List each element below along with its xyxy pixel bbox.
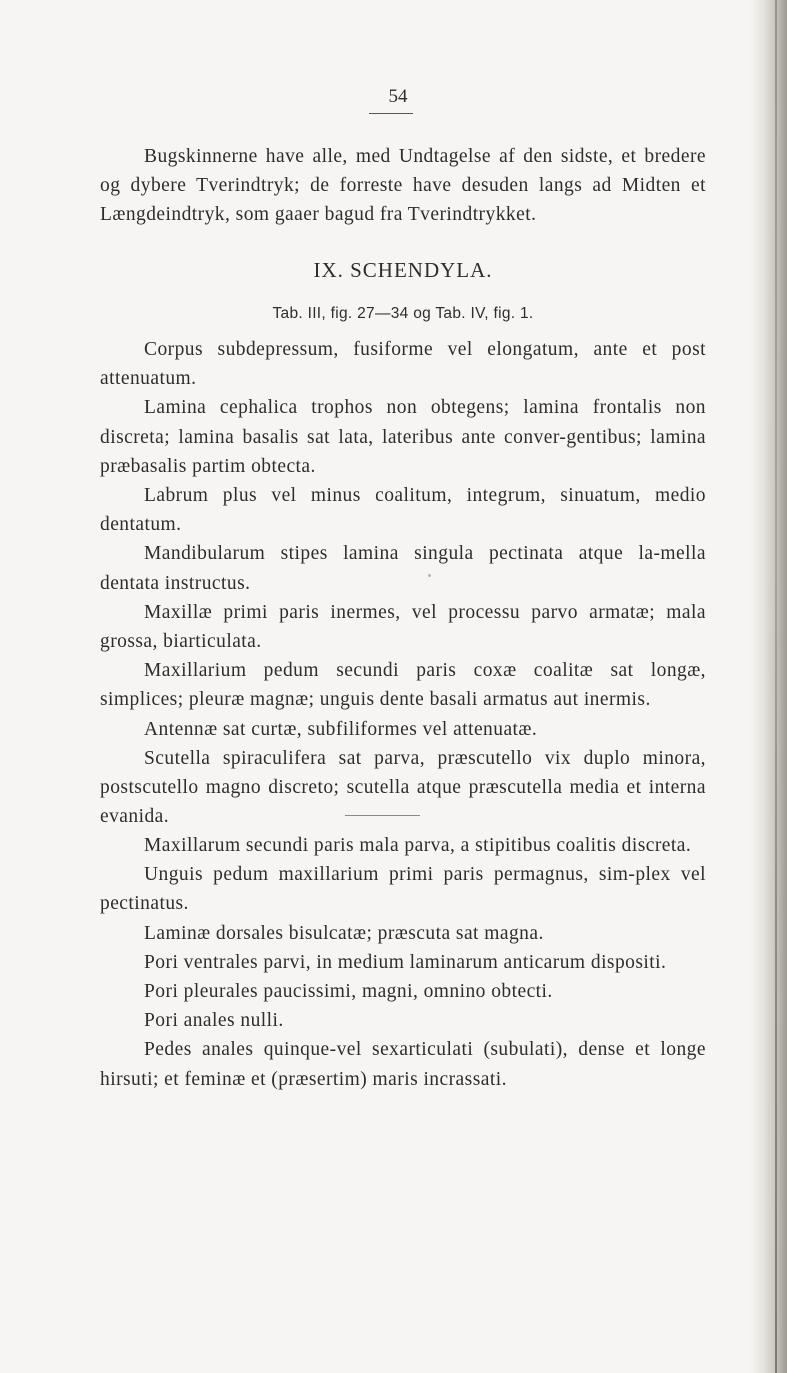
- paragraph-maxillarum: Maxillarum secundi paris mala parva, a stipitibus coalitis discreta.: [144, 835, 692, 856]
- paragraph-antennae: Antennæ sat curtæ, subfiliformes vel attenuatæ.: [144, 718, 538, 740]
- paragraph-corpus: Corpus subdepressum, fusiforme vel elongatum, ante et post attenuatum.: [100, 339, 706, 390]
- paragraph-laminae-dorsales: Laminæ dorsales bisulcatæ; præscuta sat magna.: [144, 922, 544, 944]
- page-number: 54: [388, 86, 408, 107]
- paragraph-maxillae: Maxillæ primi paris inermes, vel processu parvo armatæ; mala grossa, biarticulata.: [100, 601, 706, 653]
- description-block-1: [100, 335, 706, 831]
- paragraph-maxillarium: Maxillarium pedum secundi paris coxæ coalitæ sat longæ, simplices; pleuræ magnæ; unguis dente basali armatus aut inermis.: [100, 660, 706, 711]
- paragraph-lamina: Lamina cephalica trophos non obtegens; lamina frontalis non discreta; lamina basalis sat lata, lateribus ante conver-gentibus; lamina præbasalis partim obtecta.: [100, 397, 706, 477]
- paragraph-pori-pleurales: Pori pleurales paucissimi, magni, omnino obtecti.: [144, 981, 553, 1003]
- page-number-underline: [369, 113, 413, 114]
- section-reference: Tab. III, fig. 27—34 og Tab. IV, fig. 1.: [272, 305, 534, 322]
- paragraph-labrum: Labrum plus vel minus coalitum, integrum, sinuatum, medio dentatum.: [100, 485, 706, 536]
- paragraph-pedes-anales: Pedes anales quinque-vel sexarticulati (subulati), dense et longe hirsuti; et feminæ et (præsertim) maris incrassati.: [100, 1039, 706, 1090]
- paragraph-mandibularum: Mandibularum stipes lamina singula pectinata atque la-mella dentata instructus.: [100, 543, 706, 594]
- intro-paragraph: Bugskinnerne have alle, med Undtagelse af den sidste, et bredere og dybere Tverindtryk; de forreste have desuden langs ad Midten et Længdeindtryk, som gaaer bagud fra Tverindtrykket.: [100, 146, 706, 226]
- intro-block: [100, 142, 706, 230]
- paper-speck: [428, 574, 431, 577]
- paragraph-pori-anales: Pori anales nulli.: [144, 1010, 284, 1032]
- section-separator: [345, 815, 420, 816]
- description-block-2: [100, 831, 706, 1094]
- section-title: IX. SCHENDYLA.: [313, 258, 493, 282]
- page-edge-line: [775, 0, 777, 1373]
- paragraph-unguis: Unguis pedum maxillarium primi paris permagnus, sim-plex vel pectinatus.: [100, 864, 706, 915]
- page-edge-shadow: [749, 0, 787, 1373]
- paragraph-scutella: Scutella spiraculifera sat parva, præscutello vix duplo minora, postscutello magno discreto; scutella atque præscutella media et interna evanida.: [100, 747, 706, 828]
- paragraph-pori-ventrales: Pori ventrales parvi, in medium laminarum anticarum dispositi.: [144, 951, 667, 973]
